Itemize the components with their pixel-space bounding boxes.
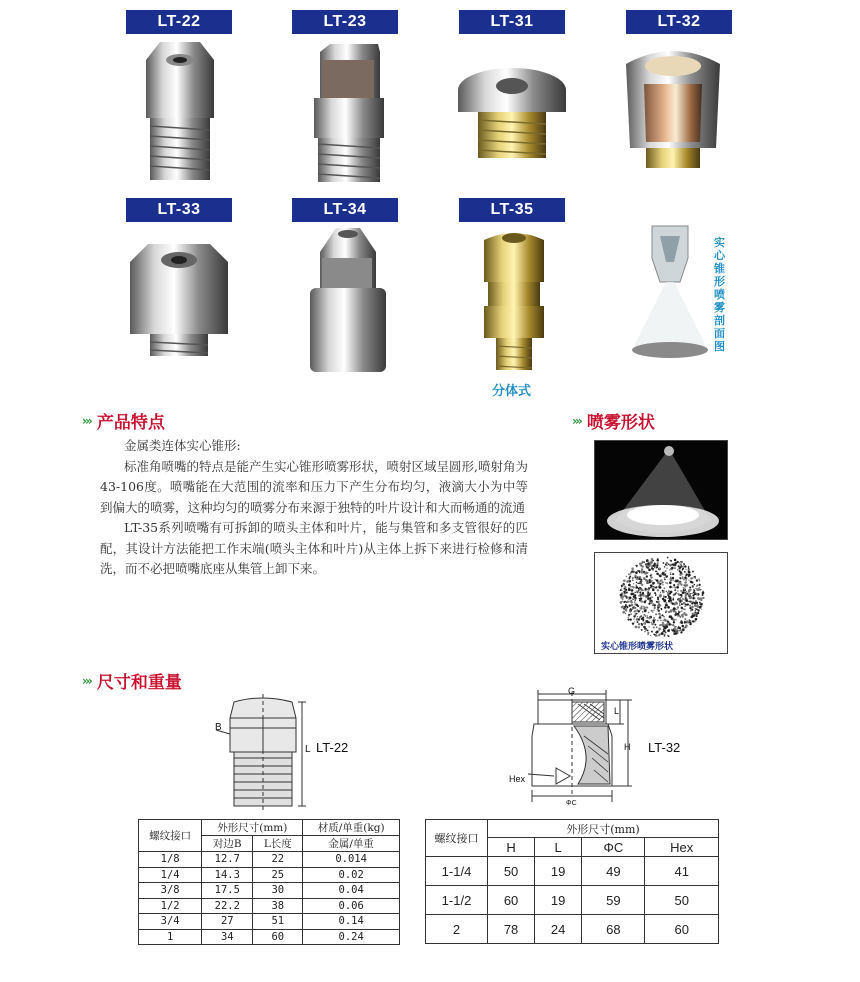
dim-l-label: L <box>305 744 311 755</box>
t1-header-metal: 金属/单重 <box>303 836 400 852</box>
table-cell: 41 <box>645 857 719 886</box>
spray-section-image <box>630 222 710 362</box>
table-row <box>139 883 400 899</box>
features-para2: LT-35系列喷嘴有可拆卸的喷头主体和叶片，能与集管和多支管很好的匹配，其设计方法能把工作末端(喷头主体和叶片)从主体上拆下来进行检修和清洗，而不必把喷嘴底座从集管上卸下来。 <box>100 520 528 576</box>
table-cell: 68 <box>582 915 645 944</box>
column-header: H <box>488 838 535 857</box>
dimensions-heading: ››› 尺寸和重量 <box>82 673 182 693</box>
table-cell: 3/8 <box>139 883 202 899</box>
features-heading: ››› 产品特点 <box>82 413 165 433</box>
table-cell: 34 <box>202 929 253 945</box>
label-lt22: LT-22 <box>126 10 232 34</box>
spray-section-caption: 实心锥形喷雾剖面图 <box>714 236 725 353</box>
table-cell: 50 <box>645 886 719 915</box>
t1-header-thread: 螺纹接口 <box>139 820 202 852</box>
table-row <box>139 852 400 868</box>
table-row <box>139 914 400 930</box>
table-cell: 19 <box>535 886 582 915</box>
table-cell: 60 <box>645 915 719 944</box>
column-header: L <box>535 838 582 857</box>
lt32-spec-table <box>425 819 719 944</box>
table-cell: 19 <box>535 857 582 886</box>
table-cell: 1/2 <box>139 898 202 914</box>
table-cell: 1/4 <box>139 867 202 883</box>
table-cell: 24 <box>535 915 582 944</box>
table-cell: 49 <box>582 857 645 886</box>
table-cell: 1 <box>139 929 202 945</box>
table-cell: 0.04 <box>303 883 400 899</box>
nozzle-lt32-image <box>624 44 722 172</box>
label-lt23: LT-23 <box>292 10 398 34</box>
lt35-caption: 分体式 <box>492 384 532 399</box>
features-line1: 金属类连体实心锥形: <box>124 438 241 453</box>
dim-hex-label: Hex <box>509 774 526 784</box>
table-cell: 51 <box>253 914 303 930</box>
table-cell: 0.24 <box>303 929 400 945</box>
table-cell: 30 <box>253 883 303 899</box>
table-cell: 17.5 <box>202 883 253 899</box>
table-cell: 0.02 <box>303 867 400 883</box>
dim-g-label: G <box>568 686 576 696</box>
table-row <box>139 929 400 945</box>
spray-pattern-caption: 实心锥形喷雾形状 <box>601 642 674 652</box>
dim-h-label: H <box>624 742 631 752</box>
lt32-drawing-label: LT-32 <box>648 740 681 755</box>
dim-c-label: ΦC <box>566 800 577 807</box>
spray-photo <box>594 440 728 540</box>
column-header: Hex <box>645 838 719 857</box>
label-lt35: LT-35 <box>459 198 565 222</box>
table-cell: 1-1/2 <box>426 886 488 915</box>
nozzle-lt33-image <box>126 238 232 360</box>
dim-b-label: B <box>215 722 222 733</box>
t2-header-size: 外形尺寸(mm) <box>488 820 719 838</box>
lt32-drawing <box>508 686 640 812</box>
table-cell: 14.3 <box>202 867 253 883</box>
table-cell: 2 <box>426 915 488 944</box>
dim-l2-label: L <box>614 706 620 716</box>
features-para1: 标准角喷嘴的特点是能产生实心锥形喷雾形状，喷射区域呈圆形,喷射角为43-106度。喷嘴能在大范围的流率和压力下产生分布均匀，液滴大小为中等到偏大的喷雾，这种均匀的喷雾分布来源于独特的叶片设计和大而畅通的流通 <box>100 458 528 515</box>
arrows-icon: ››› <box>82 413 91 428</box>
table-cell: 1/8 <box>139 852 202 868</box>
nozzle-lt22-image <box>134 38 226 184</box>
table-cell: 22 <box>253 852 303 868</box>
nozzle-lt31-image <box>456 60 568 170</box>
t1-header-l: L长度 <box>253 836 303 852</box>
lt22-spec-table <box>138 819 400 945</box>
table-cell: 60 <box>253 929 303 945</box>
table-row <box>426 915 719 944</box>
table-cell: 78 <box>488 915 535 944</box>
arrows-icon: ››› <box>572 413 581 428</box>
label-lt33: LT-33 <box>126 198 232 222</box>
table-cell: 12.7 <box>202 852 253 868</box>
table-row <box>426 857 719 886</box>
table-cell: 50 <box>488 857 535 886</box>
label-lt31: LT-31 <box>459 10 565 34</box>
table-cell: 0.06 <box>303 898 400 914</box>
table-row <box>426 886 719 915</box>
table-cell: 1-1/4 <box>426 857 488 886</box>
table-cell: 38 <box>253 898 303 914</box>
nozzle-lt23-image <box>310 42 388 184</box>
table-cell: 25 <box>253 867 303 883</box>
t1-header-size: 外形尺寸(mm) <box>202 820 303 836</box>
nozzle-lt35-image <box>480 226 548 372</box>
t1-header-material: 材质/单重(kg) <box>303 820 400 836</box>
table-cell: 59 <box>582 886 645 915</box>
lt22-drawing-label: LT-22 <box>316 740 349 755</box>
table-cell: 60 <box>488 886 535 915</box>
column-header: ΦC <box>582 838 645 857</box>
table-row <box>139 898 400 914</box>
spray-heading: ››› 喷雾形状 <box>572 413 655 433</box>
features-text <box>100 436 528 580</box>
table-cell: 0.014 <box>303 852 400 868</box>
table-row <box>139 867 400 883</box>
t2-header-thread: 螺纹接口 <box>426 820 488 857</box>
t1-header-b: 对边B <box>202 836 253 852</box>
arrows-icon: ››› <box>82 673 91 688</box>
table-cell: 0.14 <box>303 914 400 930</box>
label-lt32: LT-32 <box>626 10 732 34</box>
table-cell: 22.2 <box>202 898 253 914</box>
table-cell: 3/4 <box>139 914 202 930</box>
table-cell: 27 <box>202 914 253 930</box>
spray-pattern-photo <box>594 552 728 654</box>
nozzle-lt34-image <box>308 222 388 374</box>
label-lt34: LT-34 <box>292 198 398 222</box>
